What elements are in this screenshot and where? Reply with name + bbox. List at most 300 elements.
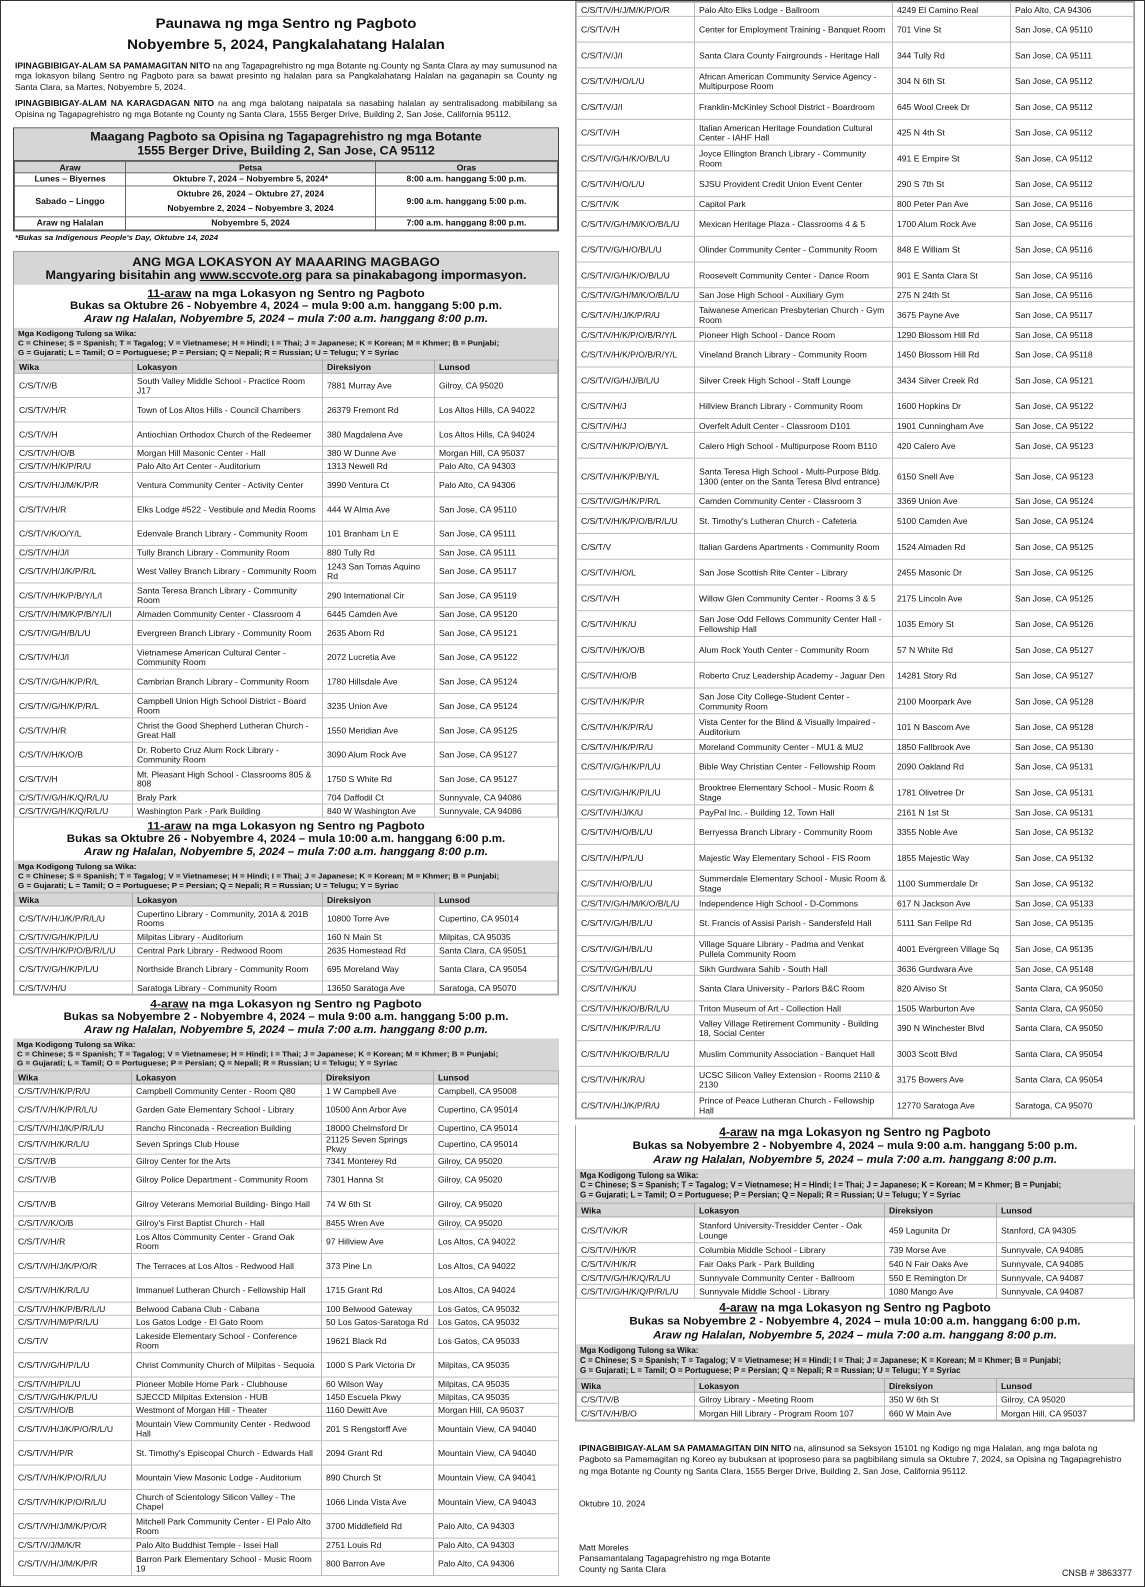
location-row bbox=[15, 373, 558, 397]
location-address: 660 W Main Ave bbox=[885, 1406, 997, 1420]
location-name: Santa Clara County Fairgrounds - Heritage Hall bbox=[695, 42, 893, 68]
location-city: San Jose, CA 95112 bbox=[1011, 171, 1134, 197]
location-name: Sunnyvale Middle School - Library bbox=[695, 1284, 885, 1298]
location-row bbox=[577, 688, 1134, 714]
location-address: 1600 Hopkins Dr bbox=[893, 393, 1011, 419]
early-voting-cell: Nobyembre 5, 2024 bbox=[126, 217, 376, 230]
location-address: 1700 Alum Rock Ave bbox=[893, 211, 1011, 237]
location-name: Mountain View Masonic Lodge - Auditorium bbox=[132, 1465, 322, 1489]
location-row bbox=[14, 1353, 559, 1377]
location-name: Cambrian Branch Library - Community Room bbox=[133, 669, 323, 693]
location-city: San Jose, CA 95132 bbox=[1011, 870, 1134, 896]
footer-bold: IPINAGBIBIGAY-ALAM SA PAMAMAGITAN DIN NITO bbox=[579, 1443, 792, 1454]
location-row bbox=[14, 1154, 559, 1167]
location-name: Cupertino Library - Community, 201A & 201B Rooms bbox=[133, 906, 323, 930]
legend-line: G = Gujarati; L = Tamil; O = Portuguese; P = Persian; Q = Nepali; R = Russian; U = Telugu; Y = Syriac bbox=[580, 1366, 961, 1375]
location-city: San Jose, CA 95124 bbox=[1011, 494, 1134, 508]
location-row bbox=[14, 1416, 559, 1440]
location-name: Santa Teresa Branch Library - Community Room bbox=[133, 583, 323, 607]
location-row bbox=[577, 288, 1134, 302]
language-codes: C/S/T/V/G/H/B/L/U bbox=[577, 936, 695, 962]
location-city: San Jose, CA 95132 bbox=[1011, 819, 1134, 845]
location-col-header: Lokasyon bbox=[133, 893, 323, 906]
location-city: San Jose, CA 95121 bbox=[1011, 367, 1134, 393]
location-table bbox=[14, 892, 558, 994]
location-address: 373 Pine Ln bbox=[322, 1253, 434, 1277]
language-codes: C/S/T/V/H/O/B/L/U bbox=[577, 819, 695, 845]
section-title bbox=[14, 287, 558, 300]
language-codes: C/S/T/V/H/O/B/L/U bbox=[577, 870, 695, 896]
location-table-header bbox=[577, 1203, 1134, 1217]
location-address: 4001 Evergreen Village Sq bbox=[893, 936, 1011, 962]
location-row bbox=[577, 16, 1134, 42]
location-name: Village Square Library - Padma and Venkat Pullela Community Room bbox=[695, 936, 893, 962]
location-city: San Jose, CA 95122 bbox=[435, 645, 558, 669]
location-row bbox=[577, 1406, 1134, 1420]
location-city: Cupertino, CA 95014 bbox=[434, 1135, 559, 1155]
location-address: 19621 Black Rd bbox=[322, 1328, 434, 1352]
location-address: 3636 Gurdwara Ave bbox=[893, 961, 1011, 975]
location-city: San Jose, CA 95111 bbox=[435, 546, 558, 559]
location-row bbox=[14, 1216, 559, 1229]
location-address: 201 S Rengstorff Ave bbox=[322, 1416, 434, 1440]
footer-paragraph bbox=[579, 1443, 1131, 1477]
location-city: Los Gatos, CA 95032 bbox=[434, 1315, 559, 1328]
location-col-header: Wika bbox=[577, 1378, 695, 1392]
language-codes: C/S/T/V/H/K/O/B/R/L/U bbox=[577, 1041, 695, 1067]
location-name: Campbell Union High School District - Board Room bbox=[133, 693, 323, 717]
signer-title: Pansamantalang Tagapagrehistro ng mga Botante bbox=[579, 1553, 771, 1564]
location-city: Los Altos, CA 94024 bbox=[434, 1278, 559, 1302]
location-address: 1901 Cunningham Ave bbox=[893, 419, 1011, 433]
early-voting-cell: 9:00 a.m. hanggang 5:00 p.m. bbox=[375, 186, 557, 217]
section-4day-b bbox=[576, 1125, 1134, 1298]
intro-p1-text: na ang Tagapagrehistro ng mga Botante ng County ng Santa Clara ay may sumusunod na mga lokasyon bilang Sentro ng Pagboto para sa bawat presinto ng halalan para sa Pangkalahatang Halalan na gaganapin sa County ng Santa Clara, sa Martes, Nobyembre 5, 2024. bbox=[15, 60, 557, 92]
location-row bbox=[577, 779, 1134, 805]
section-title-days: 4-araw bbox=[150, 997, 189, 1011]
location-city: Sunnyvale, CA 94085 bbox=[997, 1243, 1134, 1257]
legend-line: C = Chinese; S = Spanish; T = Tagalog; V = Vietnamese; H = Hindi; I = Thai; J = Japanese; K = Korean; M = Khmer; B = Punjabi; bbox=[580, 1356, 1062, 1366]
location-name: Campbell Community Center - Room Q80 bbox=[132, 1084, 322, 1097]
location-name: Sunnyvale Community Center - Ballroom bbox=[695, 1270, 885, 1284]
language-codes: C/S/T/V/G/H/O/B/L/U bbox=[577, 236, 695, 262]
location-address: 97 Hillview Ave bbox=[322, 1229, 434, 1253]
sccvote-link[interactable]: www.sccvote.org bbox=[199, 268, 303, 282]
location-city: San Jose, CA 95127 bbox=[1011, 662, 1134, 688]
language-codes: C/S/T/V/K/O/B bbox=[14, 1216, 132, 1229]
location-row bbox=[15, 742, 558, 766]
location-col-header: Lokasyon bbox=[695, 1203, 885, 1217]
location-row bbox=[15, 645, 558, 669]
location-row bbox=[577, 961, 1134, 975]
location-address: 10500 Ann Arbor Ave bbox=[322, 1097, 434, 1121]
location-name: Olinder Community Center - Community Room bbox=[695, 236, 893, 262]
location-row bbox=[15, 791, 558, 804]
location-row bbox=[577, 367, 1134, 393]
location-row bbox=[577, 936, 1134, 962]
language-codes: C/S/T/V/H/K/P/O/B/R/Y/L bbox=[577, 327, 695, 341]
location-city: San Jose, CA 95111 bbox=[1011, 42, 1134, 68]
location-address: 880 Tully Rd bbox=[323, 546, 435, 559]
location-row bbox=[577, 533, 1134, 559]
section-hours-open: Bukas sa Nobyembre 2 - Nobyembre 4, 2024 – mula 10:00 a.m. hanggang 6:00 p.m. bbox=[629, 1315, 1081, 1328]
location-city: Milpitas, CA 95035 bbox=[435, 930, 558, 943]
language-codes: C/S/T/V/H/P/L/U bbox=[577, 844, 695, 870]
location-col-header: Lunsod bbox=[997, 1203, 1134, 1217]
location-city: San Jose, CA 95111 bbox=[435, 521, 558, 545]
location-name: Morgan Hill Masonic Center - Hall bbox=[133, 446, 323, 459]
location-col-header: Direksiyon bbox=[322, 1071, 434, 1084]
location-address: 6445 Camden Ave bbox=[323, 607, 435, 620]
location-address: 290 S 7th St bbox=[893, 171, 1011, 197]
language-codes: C/S/T/V/H/K/P/O/B/Y/L bbox=[577, 432, 695, 458]
language-codes: C/S/T/V/G/H/M/K/O/B/L/U bbox=[577, 211, 695, 237]
section-hours-election-day: Araw ng Halalan, Nobyembre 5, 2024 – mula 7:00 a.m. hanggang 8:00 p.m. bbox=[653, 1154, 1057, 1166]
section-title-days: 11-araw bbox=[147, 286, 192, 300]
location-city: Gilroy, CA 95020 bbox=[434, 1154, 559, 1167]
location-address: 1505 Warburton Ave bbox=[893, 1001, 1011, 1015]
location-row bbox=[577, 636, 1134, 662]
location-name: Vineland Branch Library - Community Room bbox=[695, 341, 893, 367]
early-voting-row bbox=[15, 186, 558, 217]
language-codes: C/S/T/V/G/H/K/Q/P/R/L/U bbox=[577, 1284, 695, 1298]
location-address: 3434 Silver Creek Rd bbox=[893, 367, 1011, 393]
location-city: Santa Clara, CA 95050 bbox=[1011, 1001, 1134, 1015]
location-city: San Jose, CA 95122 bbox=[1011, 419, 1134, 433]
location-city: San Jose, CA 95135 bbox=[1011, 910, 1134, 936]
location-city: Los Gatos, CA 95033 bbox=[434, 1328, 559, 1352]
language-codes: C/S/T/V/H/J/I bbox=[15, 645, 133, 669]
location-col-header: Lokasyon bbox=[133, 360, 323, 373]
location-name: Vista Center for the Blind & Visually Impaired - Auditorium bbox=[695, 714, 893, 740]
location-name: Tully Branch Library - Community Room bbox=[133, 546, 323, 559]
location-city: Morgan Hill, CA 95037 bbox=[997, 1406, 1134, 1420]
language-codes: C/S/T/V/H/O/B bbox=[14, 1403, 132, 1416]
location-address: 491 E Empire St bbox=[893, 145, 1011, 171]
language-codes: C/S/T/V/G/H/K/P/R/L bbox=[15, 669, 133, 693]
location-address: 1 W Campbell Ave bbox=[322, 1084, 434, 1097]
legend-title: Mga Kodigong Tulong sa Wika: bbox=[580, 1346, 699, 1356]
footer-block bbox=[575, 1443, 1135, 1576]
location-address: 1750 S White Rd bbox=[323, 767, 435, 791]
location-row bbox=[577, 805, 1134, 819]
footer-text: na, alinsunod sa Seksyon 15101 ng Kodigo ng mga Halalan, ang mga balota ng Pagboto sa Pamamagitan ng Koreo ay bubuksan at ipoproseso para sa pagbibilang simula sa Oktubre 7, 2024, sa Opisina ng Tagapagrehistro ng mga Botante ng County ng Santa Clara, 1555 Berger Drive, Building 2, San Jose, California 95112. bbox=[579, 1443, 1122, 1476]
location-name: San Jose City College-Student Center - Community Room bbox=[695, 688, 893, 714]
location-address: 2455 Masonic Dr bbox=[893, 559, 1011, 585]
location-address: 57 N White Rd bbox=[893, 636, 1011, 662]
location-row bbox=[15, 981, 558, 994]
location-address: 1715 Grant Rd bbox=[322, 1278, 434, 1302]
location-name: SJECCD Milpitas Extension - HUB bbox=[132, 1390, 322, 1403]
location-name: Franklin-McKinley School District - Boardroom bbox=[695, 94, 893, 120]
location-col-header: Wika bbox=[15, 893, 133, 906]
location-city: Los Altos Hills, CA 94024 bbox=[435, 422, 558, 446]
location-row bbox=[14, 1302, 559, 1315]
location-row bbox=[15, 767, 558, 791]
location-row bbox=[15, 459, 558, 472]
location-address: 304 N 6th St bbox=[893, 68, 1011, 94]
location-address: 101 Branham Ln E bbox=[323, 521, 435, 545]
language-codes: C/S/T/V/H/K/P/O/B/R/L/U bbox=[577, 508, 695, 534]
location-address: 5111 San Felipe Rd bbox=[893, 910, 1011, 936]
section-hours-election-day: Araw ng Halalan, Nobyembre 5, 2024 – mula 7:00 a.m. hanggang 8:00 p.m. bbox=[84, 313, 488, 326]
language-codes: C/S/T/V/G/H/K/Q/R/L/U bbox=[577, 1270, 695, 1284]
location-row bbox=[577, 211, 1134, 237]
locations-visit-line bbox=[14, 269, 558, 283]
location-city: San Jose, CA 95132 bbox=[1011, 844, 1134, 870]
language-codes: C/S/T/V/H bbox=[577, 119, 695, 145]
location-row bbox=[577, 1066, 1134, 1092]
location-city: Campbell, CA 95008 bbox=[434, 1084, 559, 1097]
location-address: 444 W Alma Ave bbox=[323, 497, 435, 521]
location-row bbox=[577, 68, 1134, 94]
location-address: 1000 S Park Victoria Dr bbox=[322, 1353, 434, 1377]
location-city: San Jose, CA 95116 bbox=[1011, 262, 1134, 288]
location-city: San Jose, CA 95116 bbox=[1011, 211, 1134, 237]
location-address: 800 Peter Pan Ave bbox=[893, 197, 1011, 211]
location-name: Italian Gardens Apartments - Community Room bbox=[695, 533, 893, 559]
language-codes: C/S/T/V/G/H/K/Q/R/L/U bbox=[15, 804, 133, 817]
location-row bbox=[15, 546, 558, 559]
location-address: 617 N Jackson Ave bbox=[893, 896, 1011, 910]
location-name: Ventura Community Center - Activity Center bbox=[133, 473, 323, 497]
location-name: Silver Creek High School - Staff Lounge bbox=[695, 367, 893, 393]
location-city: San Jose, CA 95130 bbox=[1011, 739, 1134, 753]
section-hours-open: Bukas sa Oktubre 26 - Nobyembre 4, 2024 – mula 9:00 a.m. hanggang 5:00 p.m. bbox=[69, 300, 503, 312]
location-city: San Jose, CA 95112 bbox=[1011, 145, 1134, 171]
location-name: Independence High School - D-Commons bbox=[695, 896, 893, 910]
location-city: San Jose, CA 95131 bbox=[1011, 753, 1134, 779]
location-row bbox=[14, 1538, 559, 1551]
language-codes: C/S/T/V/H/J/K/P/R/U bbox=[577, 302, 695, 328]
section-hours-election-day: Araw ng Halalan, Nobyembre 5, 2024 – mula 7:00 a.m. hanggang 8:00 p.m. bbox=[653, 1329, 1057, 1342]
location-city: San Jose, CA 95131 bbox=[1011, 805, 1134, 819]
location-name: Elks Lodge #522 - Vestibule and Media Rooms bbox=[133, 497, 323, 521]
language-codes: C/S/T/V/H/R bbox=[15, 398, 133, 422]
location-name: Camden Community Center - Classroom 3 bbox=[695, 494, 893, 508]
intro-p1-bold: IPINAGBIBIGAY-ALAM SA PAMAMAGITAN NITO bbox=[15, 60, 211, 71]
early-voting-cell: 8:00 a.m. hanggang 5:00 p.m. bbox=[375, 173, 557, 186]
location-address: 10800 Torre Ave bbox=[323, 906, 435, 930]
intro-paragraph-1 bbox=[15, 61, 557, 93]
location-address: 60 Wilson Way bbox=[322, 1377, 434, 1390]
location-city: Palo Alto, CA 94306 bbox=[434, 1551, 559, 1575]
location-row bbox=[577, 1257, 1134, 1271]
location-name: Taiwanese American Presbyterian Church - Gym Room bbox=[695, 302, 893, 328]
early-voting-header bbox=[14, 128, 558, 161]
language-codes: C/S/T/V/H/M/P/R/L/U bbox=[14, 1315, 132, 1328]
early-voting-cell: Araw ng Halalan bbox=[15, 217, 126, 230]
location-city: San Jose, CA 95116 bbox=[1011, 236, 1134, 262]
legend-title: Mga Kodigong Tulong sa Wika: bbox=[18, 329, 137, 339]
location-row bbox=[15, 473, 558, 497]
location-address: 1550 Meridian Ave bbox=[323, 718, 435, 742]
location-address: 2090 Oakland Rd bbox=[893, 753, 1011, 779]
language-codes: C/S/T/V/H/K/R bbox=[577, 1243, 695, 1257]
location-name: Garden Gate Elementary School - Library bbox=[132, 1097, 322, 1121]
location-address: 704 Daffodil Ct bbox=[323, 791, 435, 804]
location-city: Cupertino, CA 95014 bbox=[434, 1121, 559, 1134]
location-row bbox=[577, 662, 1134, 688]
location-table bbox=[576, 1378, 1134, 1421]
location-row bbox=[577, 1001, 1134, 1015]
location-name: Moreland Community Center - MU1 & MU2 bbox=[695, 739, 893, 753]
location-city: San Jose, CA 95123 bbox=[1011, 458, 1134, 494]
location-address: 380 W Dunne Ave bbox=[323, 446, 435, 459]
location-city: Mountain View, CA 94040 bbox=[434, 1416, 559, 1440]
section-title-rest: na mga Lokasyon ng Sentro ng Pagboto bbox=[757, 1300, 991, 1315]
language-codes: C/S/T/V/G/H/K/P/L/U bbox=[14, 1390, 132, 1403]
locations-change-warning: ANG MGA LOKASYON AY MAAARING MAGBAGO bbox=[132, 254, 440, 269]
language-codes: C/S/T/V/G/H/K/P/R/L bbox=[577, 494, 695, 508]
location-city: Santa Clara, CA 95054 bbox=[1011, 1066, 1134, 1092]
location-city: Gilroy, CA 95020 bbox=[434, 1216, 559, 1229]
location-address: 390 N Winchester Blvd bbox=[893, 1015, 1011, 1041]
location-name: Christ Community Church of Milpitas - Sequoia bbox=[132, 1353, 322, 1377]
early-voting-cell: Oktubre 7, 2024 – Nobyembre 5, 2024* bbox=[126, 173, 376, 186]
location-address: 26379 Fremont Rd bbox=[323, 398, 435, 422]
early-voting-col-header: Petsa bbox=[126, 162, 376, 173]
location-name: Belwood Cabana Club - Cabana bbox=[132, 1302, 322, 1315]
location-city: San Jose, CA 95110 bbox=[1011, 16, 1134, 42]
location-city: San Jose, CA 95133 bbox=[1011, 896, 1134, 910]
location-address: 2635 Homestead Rd bbox=[323, 944, 435, 957]
location-name: Stanford University-Tresidder Center - Oak Lounge bbox=[695, 1217, 885, 1243]
location-city: Saratoga, CA 95070 bbox=[1011, 1092, 1134, 1118]
location-city: San Jose, CA 95119 bbox=[435, 583, 558, 607]
signer-name: Matt Moreles bbox=[579, 1542, 629, 1552]
location-city: San Jose, CA 95127 bbox=[1011, 636, 1134, 662]
language-codes: C/S/T/V/H/J/M/K/P/O/R bbox=[577, 2, 695, 16]
location-city: San Jose, CA 95128 bbox=[1011, 714, 1134, 740]
location-address: 2161 N 1st St bbox=[893, 805, 1011, 819]
intro-p2-bold: IPINAGBIBIGAY-ALAM NA KARAGDAGAN NITO bbox=[15, 98, 215, 108]
location-name: Seven Springs Club House bbox=[132, 1135, 322, 1155]
location-col-header: Wika bbox=[577, 1203, 695, 1217]
language-codes: C/S/T/V/H/K/P/O/R/L/U bbox=[14, 1489, 132, 1513]
location-city: San Jose, CA 95110 bbox=[435, 497, 558, 521]
language-codes: C/S/T/V/H bbox=[577, 16, 695, 42]
location-address: 1781 Olivetree Dr bbox=[893, 779, 1011, 805]
location-row bbox=[15, 957, 558, 981]
section-hours-election-day: Araw ng Halalan, Nobyembre 5, 2024 – mula 7:00 a.m. hanggang 8:00 p.m. bbox=[84, 1024, 488, 1036]
language-codes: C/S/T/V/B bbox=[15, 373, 133, 397]
language-codes: C/S/T/V/B bbox=[577, 1392, 695, 1406]
location-row bbox=[577, 844, 1134, 870]
language-codes: C/S/T/V/H/J/K/U bbox=[577, 805, 695, 819]
language-codes: C/S/T/V/H/K/P/O/B/R/L/U bbox=[15, 944, 133, 957]
section-4day-b-wrapper bbox=[575, 1125, 1135, 1421]
location-address: 800 Barron Ave bbox=[322, 1551, 434, 1575]
location-address: 1313 Newell Rd bbox=[323, 459, 435, 472]
language-codes: C/S/T/V/H/K/P/B/Y/L bbox=[577, 458, 695, 494]
location-city: Palo Alto, CA 94303 bbox=[434, 1538, 559, 1551]
location-address: 5100 Camden Ave bbox=[893, 508, 1011, 534]
language-codes: C/S/T/V/J/I bbox=[577, 94, 695, 120]
location-row bbox=[14, 1441, 559, 1465]
section-title-days: 4-araw bbox=[719, 1300, 758, 1315]
language-codes: C/S/T/V/H/J/M/K/P/O/R bbox=[14, 1514, 132, 1538]
language-codes: C/S/T/V/G/H/K/P/L/U bbox=[577, 753, 695, 779]
location-row bbox=[15, 422, 558, 446]
location-name: African American Community Service Agency - Multipurpose Room bbox=[695, 68, 893, 94]
location-row bbox=[15, 607, 558, 620]
location-name: Antiochian Orthodox Church of the Redeemer bbox=[133, 422, 323, 446]
location-city: Los Altos, CA 94022 bbox=[434, 1253, 559, 1277]
location-city: San Jose, CA 95127 bbox=[435, 767, 558, 791]
language-codes: C/S/T/V/H/K/P/O/R/L/U bbox=[14, 1465, 132, 1489]
location-city: Mountain View, CA 94041 bbox=[434, 1465, 559, 1489]
location-row bbox=[15, 804, 558, 817]
language-codes: C/S/T/V/H bbox=[577, 585, 695, 611]
location-city: Los Altos, CA 94022 bbox=[434, 1229, 559, 1253]
location-row bbox=[15, 693, 558, 717]
language-codes: C/S/T/V/H/J bbox=[577, 393, 695, 419]
early-voting-col-header: Araw bbox=[15, 162, 126, 173]
location-city: San Jose, CA 95128 bbox=[1011, 688, 1134, 714]
location-name: Los Gatos Lodge - El Gato Room bbox=[132, 1315, 322, 1328]
location-name: Gilroy Veterans Memorial Building- Bingo Hall bbox=[132, 1192, 322, 1216]
location-address: 3235 Union Ave bbox=[323, 693, 435, 717]
location-row bbox=[14, 1489, 559, 1513]
legend-title: Mga Kodigong Tulong sa Wika: bbox=[17, 1040, 136, 1049]
location-city: San Jose, CA 95124 bbox=[435, 669, 558, 693]
location-table-header bbox=[14, 1071, 559, 1084]
location-row bbox=[577, 1217, 1134, 1243]
section-hours-open: Bukas sa Nobyembre 2 - Nobyembre 4, 2024 – mula 9:00 a.m. hanggang 5:00 p.m. bbox=[632, 1140, 1078, 1153]
location-name: Morgan Hill Library - Program Room 107 bbox=[695, 1406, 885, 1420]
location-name: Central Park Library - Redwood Room bbox=[133, 944, 323, 957]
language-codes: C/S/T/V/B bbox=[14, 1154, 132, 1167]
location-name: Immanuel Lutheran Church - Fellowship Hall bbox=[132, 1278, 322, 1302]
section-11day-b bbox=[14, 819, 558, 994]
location-row bbox=[577, 585, 1134, 611]
location-row bbox=[577, 739, 1134, 753]
location-row bbox=[577, 1015, 1134, 1041]
language-codes: C/S/T/V/H/J/K/P/O/R bbox=[14, 1253, 132, 1277]
location-name: Roberto Cruz Leadership Academy - Jaguar Den bbox=[695, 662, 893, 688]
location-row bbox=[577, 508, 1134, 534]
location-row bbox=[14, 1390, 559, 1403]
location-row bbox=[577, 714, 1134, 740]
location-address: 890 Church St bbox=[322, 1465, 434, 1489]
location-address: 14281 Story Rd bbox=[893, 662, 1011, 688]
left-column bbox=[11, 1, 561, 1576]
location-address: 7881 Murray Ave bbox=[323, 373, 435, 397]
early-voting-head-1: Maagang Pagboto sa Opisina ng Tagapagrehistro ng mga Botante bbox=[90, 130, 482, 144]
location-name: Westmont of Morgan Hill - Theater bbox=[132, 1403, 322, 1416]
location-row bbox=[14, 1097, 559, 1121]
location-row bbox=[14, 1121, 559, 1134]
language-codes: C/S/T/V/H/K/P/B/Y/L/I bbox=[15, 583, 133, 607]
location-city: San Jose, CA 95148 bbox=[1011, 961, 1134, 975]
location-city: Milpitas, CA 95035 bbox=[434, 1353, 559, 1377]
location-address: 1855 Majestic Way bbox=[893, 844, 1011, 870]
location-address: 2635 Aborn Rd bbox=[323, 620, 435, 644]
location-table bbox=[14, 360, 558, 818]
location-name: Gilroy Library - Meeting Room bbox=[695, 1392, 885, 1406]
locations-box bbox=[13, 251, 559, 995]
location-address: 2100 Moorpark Ave bbox=[893, 688, 1011, 714]
location-name: Santa Teresa High School - Multi-Purpose Bldg. 1300 (enter on the Santa Teresa Blvd entrance) bbox=[695, 458, 893, 494]
location-row bbox=[14, 1328, 559, 1352]
location-city: San Jose, CA 95112 bbox=[1011, 94, 1134, 120]
language-codes: C/S/T/V/H bbox=[15, 767, 133, 791]
language-codes: C/S/T/V/H/P/R bbox=[14, 1441, 132, 1465]
location-row bbox=[577, 494, 1134, 508]
location-row bbox=[577, 119, 1134, 145]
location-row bbox=[15, 398, 558, 422]
